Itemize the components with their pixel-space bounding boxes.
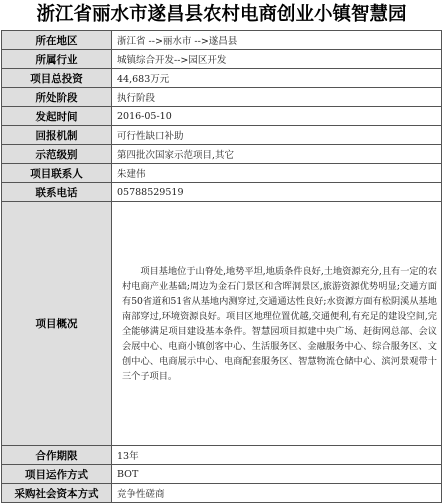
row-overview xyxy=(2,202,442,446)
label-return-mechanism: 回报机制 xyxy=(2,126,112,145)
value-operation-mode: BOT xyxy=(112,465,442,484)
label-start-date: 发起时间 xyxy=(2,107,112,126)
value-demo-level: 第四批次国家示范项目,其它 xyxy=(112,145,442,164)
value-total-investment: 44,683万元 xyxy=(112,69,442,88)
value-return-mechanism: 可行性缺口补助 xyxy=(112,126,442,145)
label-cooperation-period: 合作期限 xyxy=(2,446,112,465)
page-title: 浙江省丽水市遂昌县农村电商创业小镇智慧园 xyxy=(36,4,407,25)
row-operation-mode xyxy=(2,465,442,484)
row-demo-level xyxy=(2,145,442,164)
value-contact-person: 朱建伟 xyxy=(112,164,442,183)
label-operation-mode: 项目运作方式 xyxy=(2,465,112,484)
row-region xyxy=(2,31,442,50)
label-procurement-method: 采购社会资本方式 xyxy=(2,484,112,503)
label-industry: 所属行业 xyxy=(2,50,112,69)
label-stage: 所处阶段 xyxy=(2,88,112,107)
project-info-table xyxy=(1,30,442,503)
row-return-mechanism xyxy=(2,126,442,145)
value-overview: 项目基地位于山脊处,地势平坦,地质条件良好,土地资源充分,且有一定的农村电商产业基础;周边为金石门景区和含晖洞景区,旅游资源优势明显;交通方面有50省道和51省从基地内测穿过,交通通达性良好;水资源方面有松阴溪从基地南部穿过,环境资源良好。项目区地理位置优越,交通便利,有充足的建设空间,完全能够满足项目建设基本条件。智慧园项目拟建中央广场、赶街网总部、会议会展中心、电商小镇创客中心、生活服务区、金融服务中心、综合服务区、文创中心、电商展示中心、电商配套服务区、智慧物流仓储中心、滨河景观带十三个子项目。 xyxy=(122,265,437,382)
row-industry xyxy=(2,50,442,69)
value-start-date: 2016-05-10 xyxy=(112,107,442,126)
label-total-investment: 项目总投资 xyxy=(2,69,112,88)
label-overview: 项目概况 xyxy=(2,202,112,446)
label-region: 所在地区 xyxy=(2,31,112,50)
value-procurement-method: 竞争性磋商 xyxy=(112,484,442,503)
row-procurement-method xyxy=(2,484,442,503)
value-stage: 执行阶段 xyxy=(112,88,442,107)
label-contact-person: 项目联系人 xyxy=(2,164,112,183)
value-overview-cell xyxy=(112,202,442,446)
row-start-date xyxy=(2,107,442,126)
value-region: 浙江省 -->丽水市 -->遂昌县 xyxy=(112,31,442,50)
label-demo-level: 示范级别 xyxy=(2,145,112,164)
row-contact-person xyxy=(2,164,442,183)
row-cooperation-period xyxy=(2,446,442,465)
row-total-investment xyxy=(2,69,442,88)
row-stage xyxy=(2,88,442,107)
label-phone: 联系电话 xyxy=(2,183,112,202)
value-phone: 05788529519 xyxy=(112,183,442,202)
row-phone xyxy=(2,183,442,202)
value-cooperation-period: 13年 xyxy=(112,446,442,465)
value-industry: 城镇综合开发-->园区开发 xyxy=(112,50,442,69)
